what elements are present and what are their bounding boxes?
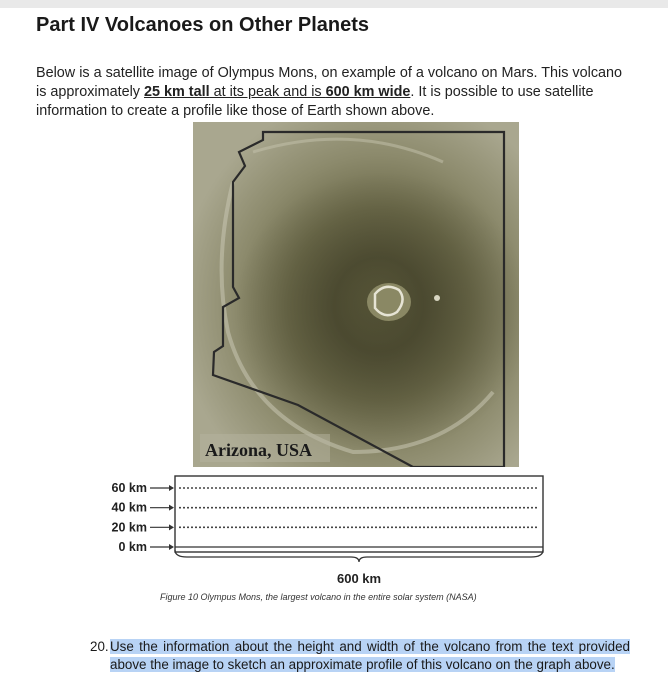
y-tick-arrowhead [169,524,174,530]
y-tick-label: 60 km [111,481,147,495]
y-tick-label: 0 km [118,540,147,554]
y-tick-label: 40 km [111,500,147,515]
y-tick-arrowhead [169,485,174,491]
figure-caption: Figure 10 Olympus Mons, the largest volcano in the entire solar system (NASA) [160,592,477,602]
y-tick-label: 20 km [111,520,147,535]
arizona-label: Arizona, USA [205,440,312,460]
intro-text-3: . It is possible to use satellite information to create a profile like those of Earth shown above. [36,84,594,119]
y-tick-arrowhead [169,505,174,511]
profile-chart [100,472,550,562]
question-text: Use the information about the height and width of the volcano from the text provided above the image to sketch an approximate profile of this volcano on the graph above. [110,639,630,672]
question-number: 20. [90,639,109,654]
height-value: 25 km tall [143,84,210,100]
question-text-wrapper [110,638,630,674]
intro-paragraph [36,64,636,121]
top-divider [0,0,668,8]
section-title: Part IV Volcanoes on Other Planets [36,14,370,36]
intro-text-2: at its peak and is [209,84,326,100]
chart-width-label: 600 km [337,571,382,586]
width-value: 600 km wide [325,84,411,100]
y-tick-arrowhead [169,544,174,550]
olympus-mons-satellite-image [193,122,519,467]
intro-text-1: Below is a satellite image of Olympus Mons, on example of a volcano on Mars. This volcano is approximately [36,65,623,100]
profile-chart-svg [100,472,550,562]
